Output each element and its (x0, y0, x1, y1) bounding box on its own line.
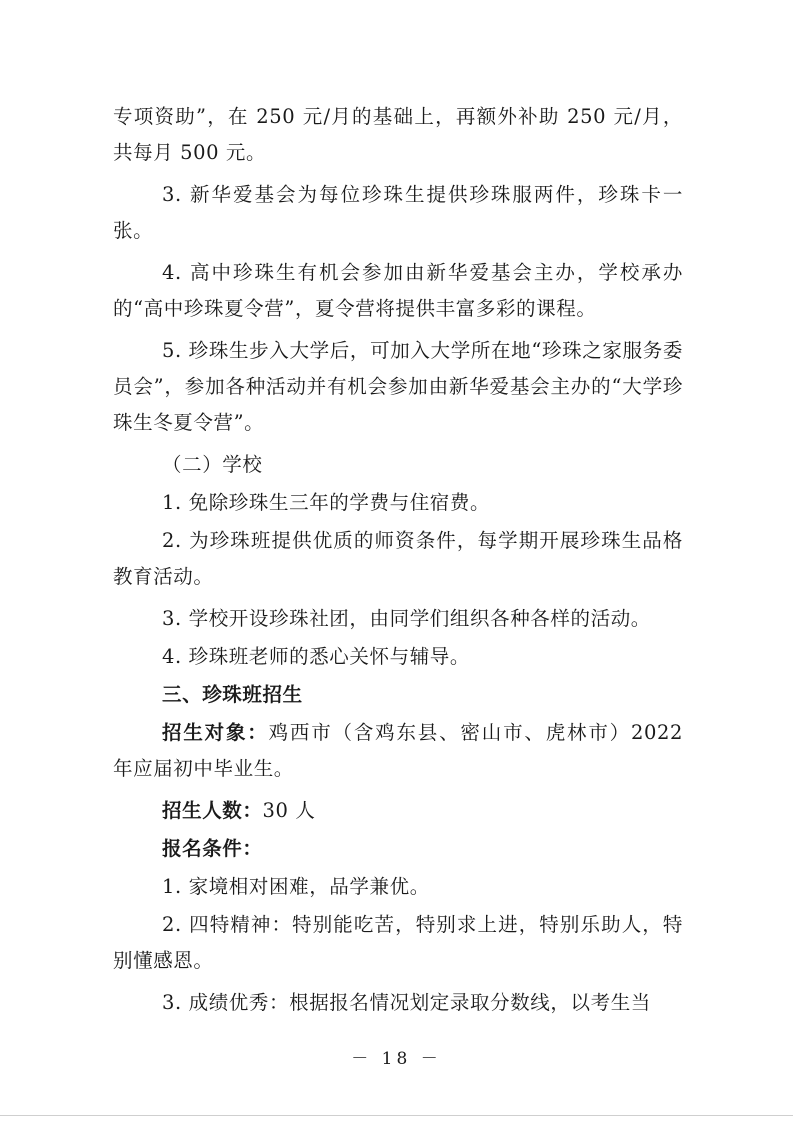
recruit-count-text: 30 人 (262, 799, 316, 822)
school-item-1: 1. 免除珍珠生三年的学费与住宿费。 (162, 491, 491, 514)
section-heading: 三、珍珠班招生 (162, 683, 303, 706)
recruit-target-label: 招生对象： (162, 721, 269, 744)
recruit-count-label: 招生人数： (162, 799, 263, 822)
paragraph-continuation: 专项资助”，在 250 元/月的基础上，再额外补助 250 元/月，共每月 500 元。 (113, 105, 683, 164)
document-body (113, 99, 683, 1027)
condition-item-2: 2. 四特精神：特别能吃苦，特别求上进，特别乐助人，特别懂感恩。 (113, 913, 683, 972)
recruit-target (113, 715, 683, 787)
paragraph-item-3: 3. 新华爱基会为每位珍珠生提供珍珠服两件，珍珠卡一张。 (113, 183, 683, 242)
school-item-3: 3. 学校开设珍珠社团，由同学们组织各种各样的活动。 (162, 607, 651, 630)
recruit-count (113, 793, 683, 829)
bottom-divider (0, 1115, 793, 1116)
paragraph-item-4: 4. 高中珍珠生有机会参加由新华爱基会主办，学校承办的“高中珍珠夏令营”，夏令营将提供丰富多彩的课程。 (113, 261, 683, 320)
condition-item-1: 1. 家境相对困难，品学兼优。 (162, 875, 430, 898)
condition-item-3: 3. 成绩优秀：根据报名情况划定录取分数线，以考生当 (162, 991, 651, 1014)
school-item-2: 2. 为珍珠班提供优质的师资条件，每学期开展珍珠生品格教育活动。 (113, 529, 683, 588)
recruit-target-text: 鸡西市（含鸡东县、密山市、虎林市）2022 年应届初中毕业生。 (113, 721, 683, 780)
school-item-4: 4. 珍珠班老师的悉心关怀与辅导。 (162, 645, 471, 668)
conditions-heading: 报名条件： (162, 837, 263, 860)
subsection-heading-school: （二）学校 (162, 453, 263, 476)
page-number: － 18 － (351, 1049, 442, 1069)
paragraph-item-5: 5. 珍珠生步入大学后，可加入大学所在地“珍珠之家服务委员会”，参加各种活动并有机会参加由新华爱基会主办的“大学珍珠生冬夏令营”。 (113, 339, 683, 434)
